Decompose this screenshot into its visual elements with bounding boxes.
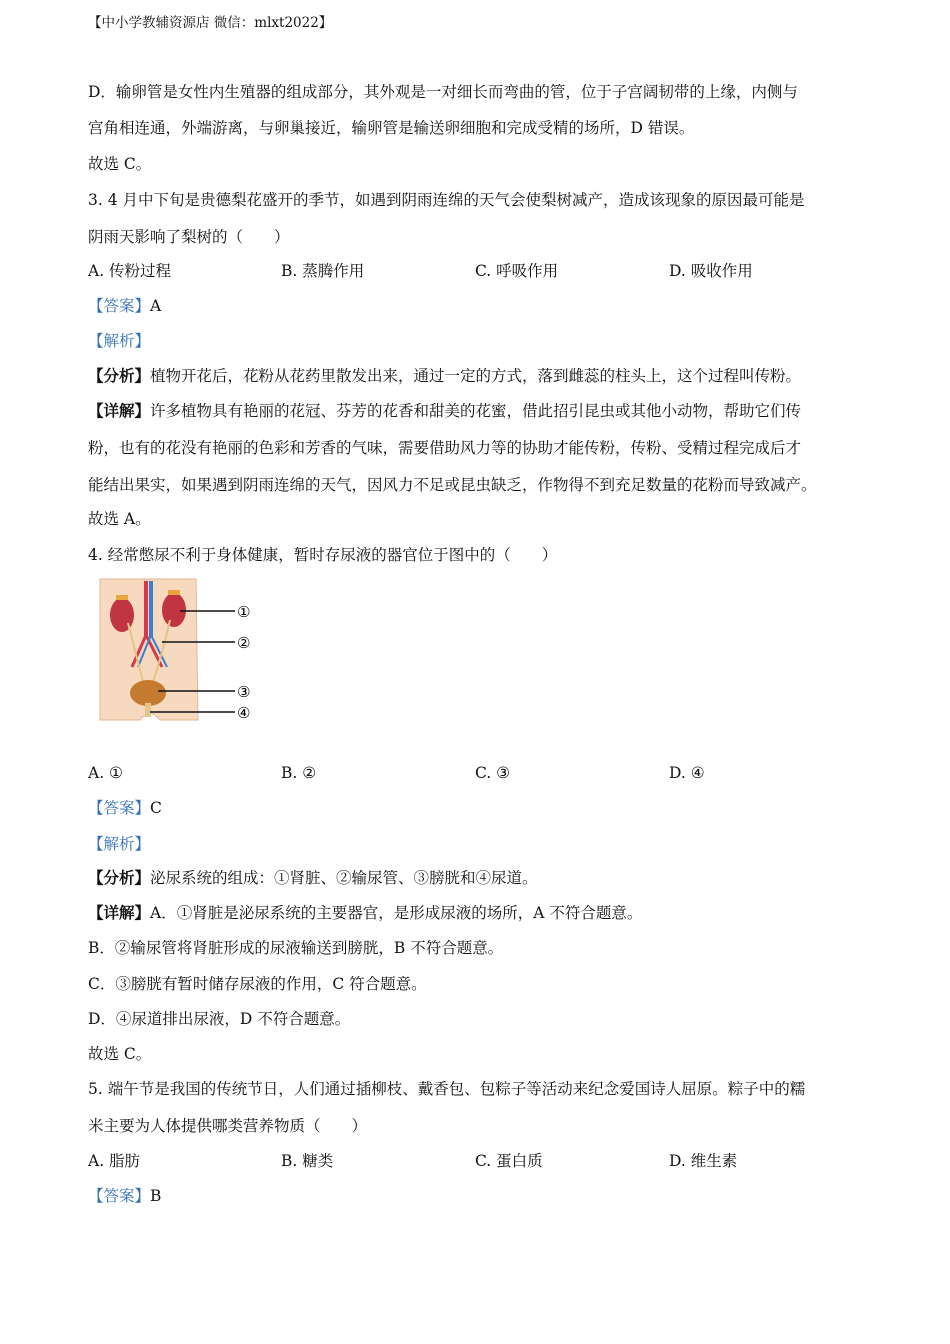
aorta [144, 581, 148, 637]
q4-conclusion: 故选 C。 [88, 1045, 152, 1063]
q5-option-d: D. 维生素 [669, 1152, 738, 1170]
q5-option-c: C. 蛋白质 [475, 1152, 543, 1170]
adrenal-right [168, 590, 180, 595]
q4-analysis-label: 【解析】 [88, 835, 151, 853]
right-kidney [162, 593, 186, 627]
answer-label: 【答案】 [88, 297, 151, 315]
q3-option-b: B. 蒸腾作用 [281, 262, 365, 280]
q3-answer-row [88, 296, 161, 316]
q2-option-d-line2: 宫角相连通，外端游离，与卵巢接近，输卵管是输送卵细胞和完成受精的场所，D 错误。 [88, 119, 695, 137]
page-header: 【中小学教辅资源店 微信：mlxt2022】 [88, 15, 333, 31]
adrenal-left [116, 595, 128, 600]
q3-stem-line2: 阴雨天影响了梨树的（ ） [88, 228, 290, 246]
q3-option-a: A. 传粉过程 [88, 262, 172, 280]
q4-answer-row [88, 798, 162, 818]
q4-option-c: C. ③ [475, 764, 511, 782]
figure-label-2: ② [237, 634, 251, 652]
q5-option-a: A. 脂肪 [88, 1152, 141, 1170]
q2-conclusion: 故选 C。 [88, 155, 152, 173]
q2-option-d-line1: D．输卵管是女性内生殖器的组成部分，其外观是一对细长而弯曲的管，位于子宫阔韧带的上缘，内侧与 [88, 83, 798, 101]
q4-stem: 4. 经常憋尿不利于身体健康，暂时存尿液的器官位于图中的（ ） [88, 546, 558, 564]
q4-option-a: A. ① [88, 764, 123, 782]
figure-label-4: ④ [237, 704, 251, 722]
q4-fenxi-text: 泌尿系统的组成：①肾脏、②输尿管、③膀胱和④尿道。 [150, 869, 538, 887]
q3-xiangjie-line1 [88, 401, 801, 421]
bladder [130, 680, 166, 706]
vena-cava [149, 581, 153, 637]
xiangjie-label: 【详解】 [88, 903, 151, 922]
q4-answer: C [150, 799, 162, 817]
q3-analysis-label: 【解析】 [88, 332, 151, 350]
q5-stem-line1: 5. 端午节是我国的传统节日，人们通过插柳枝、戴香包、包粽子等活动来纪念爱国诗人屈原。粽子中的糯 [88, 1080, 806, 1098]
q4-option-d: D. ④ [669, 764, 705, 782]
urethra [145, 703, 151, 717]
fenxi-label: 【分析】 [88, 366, 151, 385]
figure-label-1: ① [237, 603, 251, 621]
figure-label-3: ③ [237, 683, 251, 701]
q3-xiangjie-line3: 能结出果实，如果遇到阴雨连绵的天气，因风力不足或昆虫缺乏，作物得不到充足数量的花粉而导致减产。 [88, 476, 817, 494]
q4-option-b: B. ② [281, 764, 317, 782]
q4-xiangjie-b: B．②输尿管将肾脏形成的尿液输送到膀胱，B 不符合题意。 [88, 939, 504, 957]
q5-stem-line2: 米主要为人体提供哪类营养物质（ ） [88, 1117, 368, 1135]
q5-answer-row [88, 1186, 161, 1206]
q3-option-d: D. 吸收作用 [669, 262, 753, 280]
answer-label: 【答案】 [88, 1187, 151, 1205]
xiangjie-label: 【详解】 [88, 401, 151, 420]
q4-xiangjie-a [88, 903, 642, 923]
q5-option-b: B. 糖类 [281, 1152, 334, 1170]
urinary-system-figure [92, 575, 264, 725]
q3-conclusion: 故选 A。 [88, 510, 151, 528]
q3-fenxi-text: 植物开花后，花粉从花药里散发出来，通过一定的方式，落到雌蕊的柱头上，这个过程叫传粉。 [150, 367, 802, 385]
q4-xiangjie-c: C．③膀胱有暂时储存尿液的作用，C 符合题意。 [88, 975, 427, 993]
q4-fenxi [88, 868, 538, 888]
q3-xiangjie-text1: 许多植物具有艳丽的花冠、芬芳的花香和甜美的花蜜，借此招引昆虫或其他小动物，帮助它们传 [150, 402, 802, 420]
q3-xiangjie-line2: 粉，也有的花没有艳丽的色彩和芳香的气味，需要借助风力等的协助才能传粉，传粉、受精过程完成后才 [88, 439, 802, 457]
q3-fenxi [88, 366, 801, 386]
q5-answer: B [150, 1187, 162, 1205]
fenxi-label: 【分析】 [88, 868, 151, 887]
answer-label: 【答案】 [88, 799, 151, 817]
q3-stem-line1: 3. 4 月中下旬是贵德梨花盛开的季节，如遇到阴雨连绵的天气会使梨树减产，造成该现象的原因最可能是 [88, 191, 805, 209]
q4-xiangjie-d: D．④尿道排出尿液，D 不符合题意。 [88, 1010, 351, 1028]
q4-xiangjie-a-text: A．①肾脏是泌尿系统的主要器官，是形成尿液的场所，A 不符合题意。 [150, 904, 643, 922]
q3-answer: A [150, 297, 162, 315]
left-kidney [110, 598, 134, 632]
q3-option-c: C. 呼吸作用 [475, 262, 559, 280]
